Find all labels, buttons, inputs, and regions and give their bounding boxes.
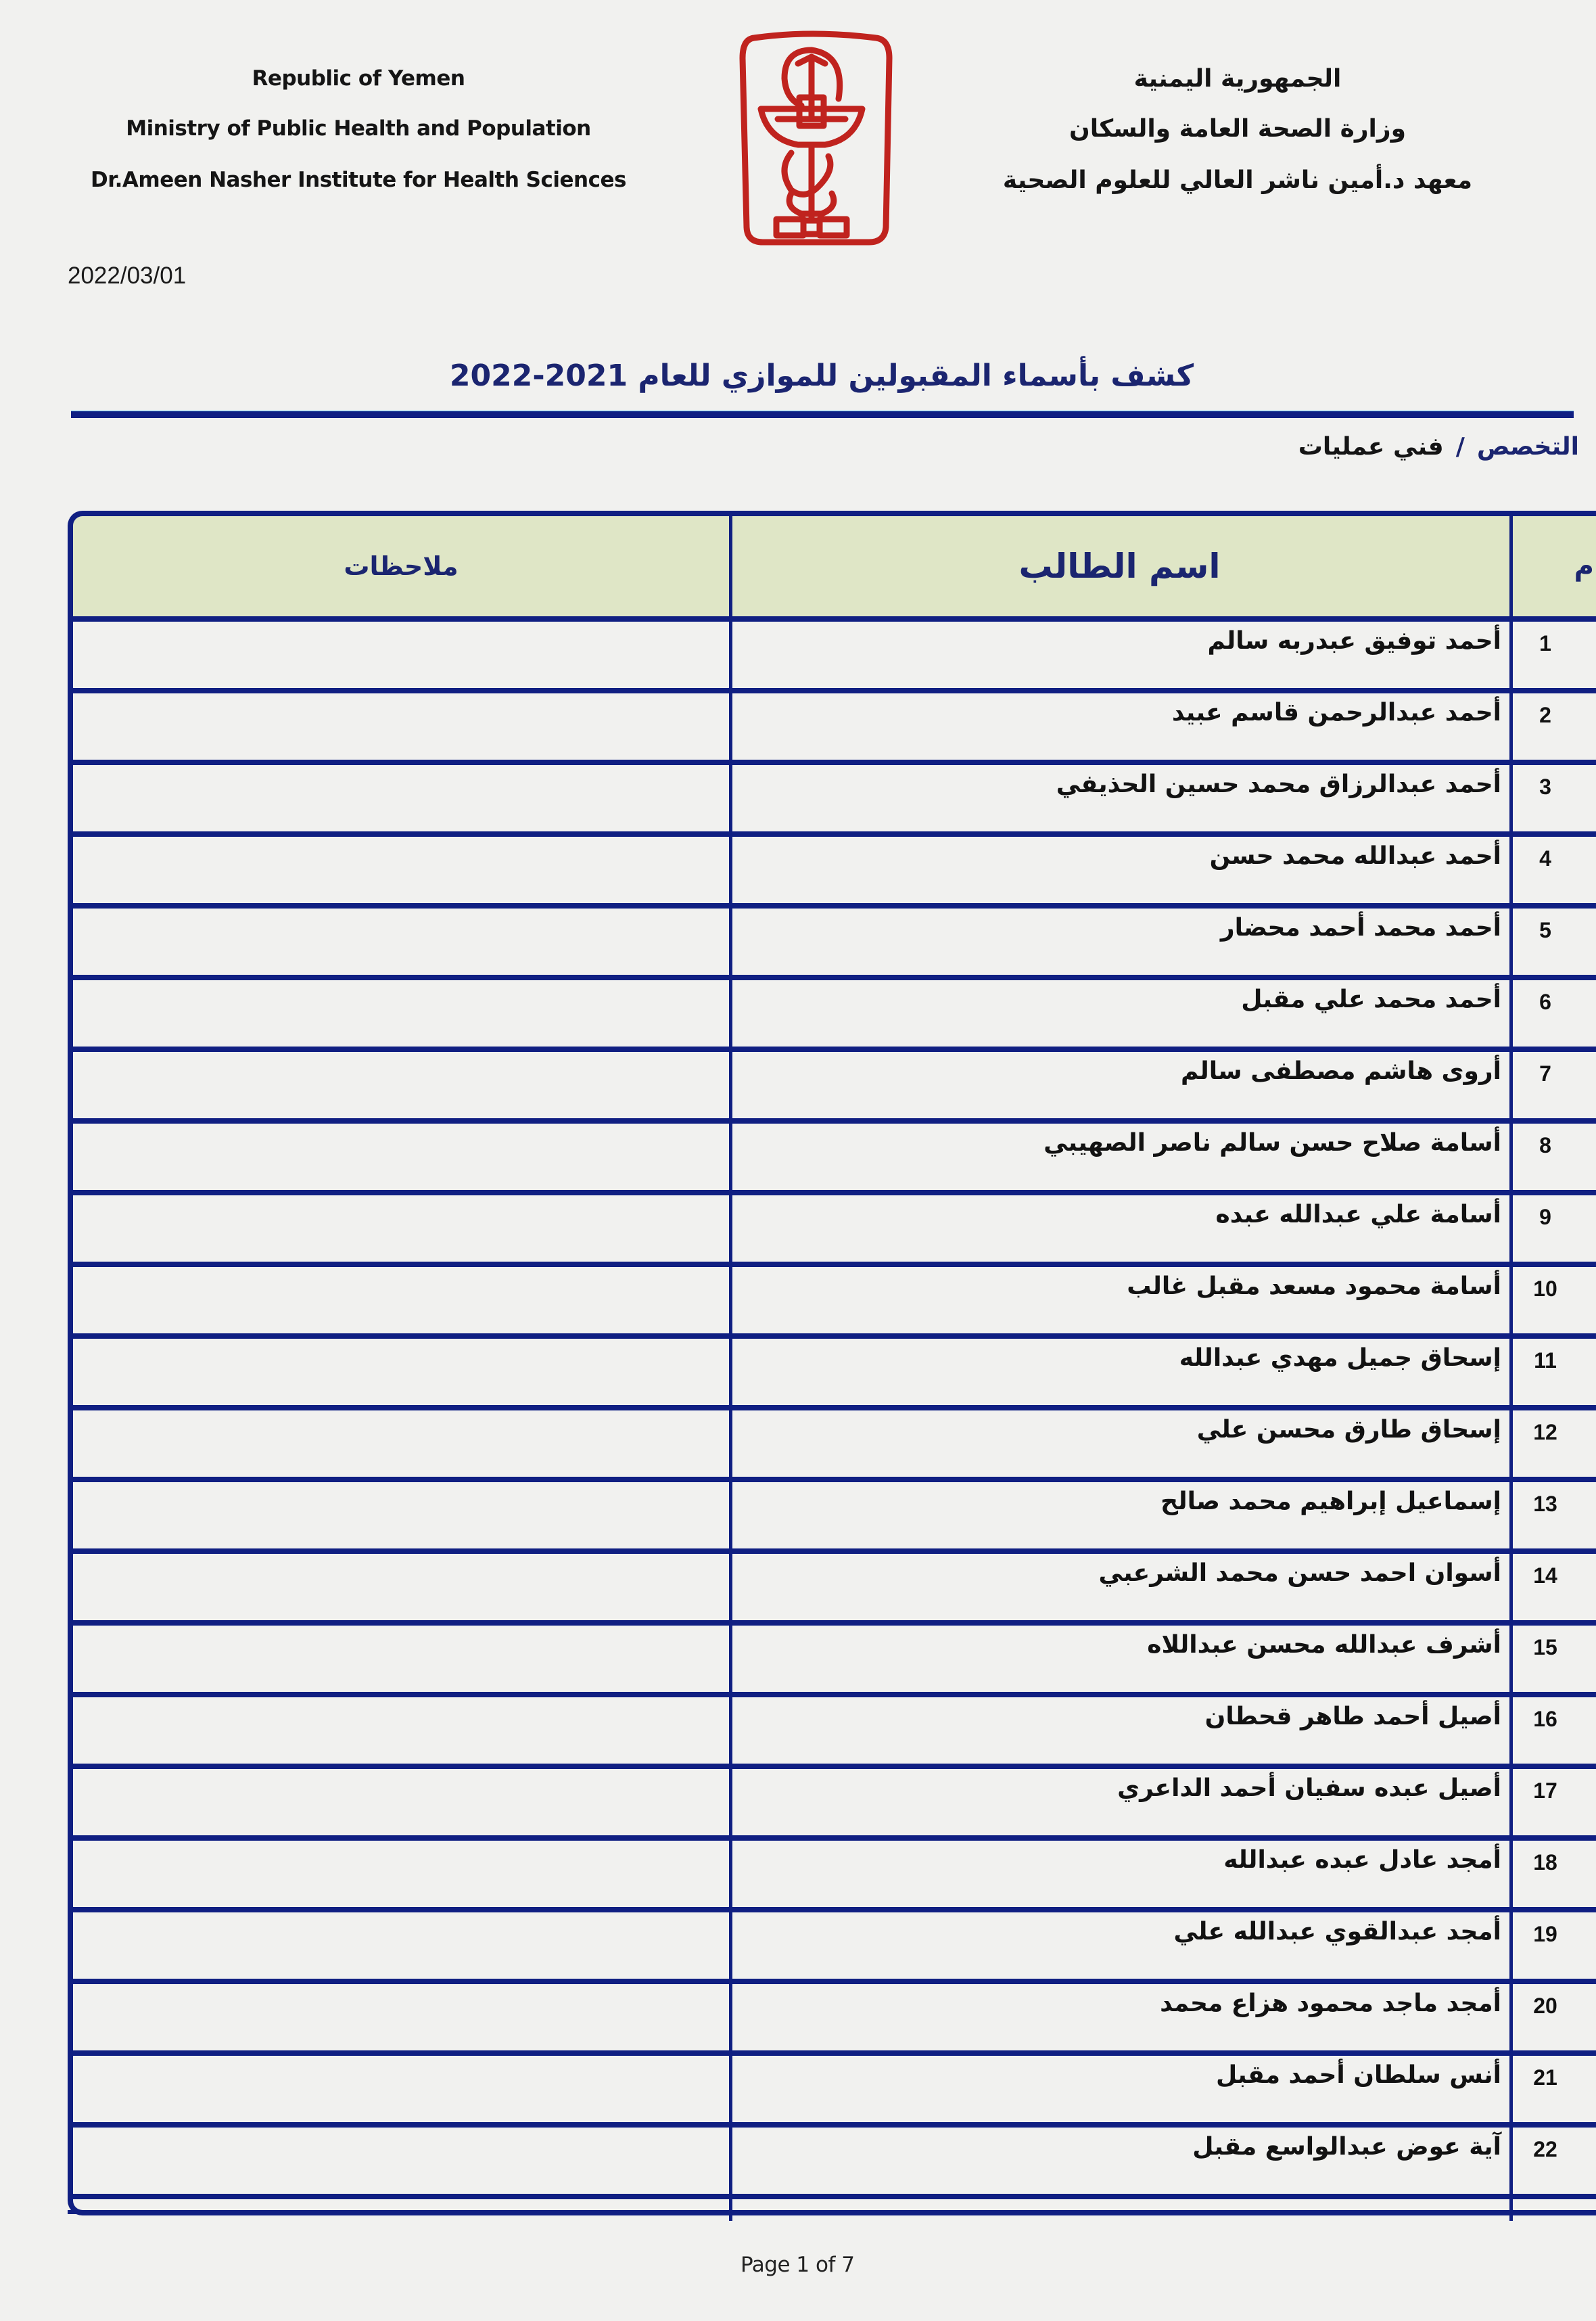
letterhead-english-country: Republic of Yemen	[252, 66, 465, 91]
row-number: 14	[1533, 1563, 1557, 1588]
column-header-number: م	[1574, 551, 1594, 582]
student-name: أصيل عبده سفيان أحمد الداعري	[1117, 1774, 1501, 1802]
notes-cell	[74, 1488, 724, 1548]
table-row	[68, 1841, 1596, 1912]
row-number: 6	[1539, 990, 1551, 1014]
column-header-name: اسم الطالب	[1018, 547, 1221, 586]
title-divider	[71, 411, 1574, 418]
row-divider	[68, 831, 1596, 837]
student-name: أصيل أحمد طاهر قحطان	[1204, 1703, 1501, 1730]
student-name: أحمد توفيق عبدربه سالم	[1207, 627, 1501, 655]
notes-cell	[74, 1057, 724, 1118]
row-divider	[68, 688, 1596, 693]
table-row	[68, 909, 1596, 980]
row-number: 5	[1539, 918, 1551, 942]
row-divider	[68, 1835, 1596, 1841]
table-bottom-rule	[68, 2210, 1596, 2214]
row-number: 17	[1533, 1778, 1557, 1803]
institute-emblem-icon	[683, 24, 940, 254]
table-row	[68, 1124, 1596, 1195]
row-number: 2	[1539, 703, 1551, 727]
student-name: أمجد عادل عبده عبدالله	[1223, 1846, 1501, 1874]
page-indicator: Page 1 of 7	[741, 2253, 855, 2277]
notes-cell	[74, 1201, 724, 1262]
row-divider	[68, 1190, 1596, 1195]
specialization-label: التخصص	[1476, 433, 1579, 461]
row-divider	[68, 760, 1596, 765]
student-name: أسامة صلاح حسن سالم ناصر الصهيبي	[1043, 1129, 1501, 1157]
row-divider	[68, 2050, 1596, 2056]
row-divider	[68, 1262, 1596, 1267]
notes-cell	[74, 914, 724, 975]
specialization-line	[1298, 433, 1579, 461]
row-number: 12	[1533, 1420, 1557, 1444]
row-divider	[68, 1692, 1596, 1697]
column-header-notes: ملاحظات	[344, 551, 459, 581]
letterhead-arabic-ministry: وزارة الصحة العامة والسكان	[1069, 115, 1406, 143]
notes-cell	[74, 1703, 724, 1764]
notes-cell	[74, 1631, 724, 1692]
row-divider	[68, 975, 1596, 980]
student-name: أحمد عبدالرزاق محمد حسين الحذيفي	[1056, 771, 1501, 798]
table-row	[68, 837, 1596, 909]
table-row	[68, 980, 1596, 1052]
specialization-separator: /	[1455, 433, 1465, 461]
student-name: أحمد محمد أحمد محضار	[1220, 914, 1501, 942]
student-name: إسحاق طارق محسن علي	[1196, 1416, 1501, 1444]
row-divider	[68, 1333, 1596, 1339]
table-row	[68, 1195, 1596, 1267]
table-row	[68, 2128, 1596, 2199]
specialization-value: فني عمليات	[1298, 433, 1444, 461]
notes-cell	[74, 771, 724, 831]
row-divider	[68, 1764, 1596, 1769]
student-name: آية عوض عبدالواسع مقبل	[1192, 2133, 1501, 2161]
row-divider	[68, 1548, 1596, 1554]
row-number: 10	[1533, 1277, 1557, 1301]
student-name: أمجد ماجد محمود هزاع محمد	[1160, 1990, 1501, 2017]
student-name: إسماعيل إبراهيم محمد صالح	[1160, 1488, 1501, 1515]
page-title: كشف بأسماء المقبولين للموازي للعام 2021-2022	[449, 359, 1194, 393]
student-name: إسحاق جميل مهدي عبدالله	[1179, 1344, 1501, 1372]
letterhead-arabic-institute: معهد د.أمين ناشر العالي للعلوم الصحية	[1002, 166, 1473, 194]
row-number: 13	[1533, 1492, 1557, 1516]
table-row	[68, 693, 1596, 765]
notes-cell	[74, 2133, 724, 2194]
table-row	[68, 1697, 1596, 1769]
notes-cell	[74, 1416, 724, 1477]
table-row	[68, 1984, 1596, 2056]
table-row	[68, 765, 1596, 837]
table-row	[68, 1267, 1596, 1339]
row-divider	[68, 1907, 1596, 1912]
row-number: 21	[1533, 2065, 1557, 2090]
table-row	[68, 1554, 1596, 1626]
row-divider	[68, 1118, 1596, 1124]
row-number: 15	[1533, 1635, 1557, 1659]
row-divider	[68, 1047, 1596, 1052]
student-name: أسامة محمود مسعد مقبل غالب	[1127, 1272, 1501, 1300]
notes-cell	[74, 2061, 724, 2122]
student-name: أحمد عبدالله محمد حسن	[1209, 842, 1501, 870]
notes-cell	[74, 1272, 724, 1333]
table-row	[68, 1052, 1596, 1124]
table-row	[68, 1769, 1596, 1841]
row-number: 16	[1533, 1707, 1557, 1731]
table-row	[68, 1339, 1596, 1410]
row-number: 20	[1533, 1994, 1557, 2018]
table-row	[68, 1482, 1596, 1554]
row-divider	[68, 1620, 1596, 1626]
table-row	[68, 622, 1596, 693]
table-row	[68, 1626, 1596, 1697]
row-divider	[68, 2194, 1596, 2199]
row-number: 18	[1533, 1850, 1557, 1875]
row-number: 1	[1539, 631, 1551, 656]
student-name: أمجد عبدالقوي عبدالله علي	[1173, 1918, 1501, 1946]
student-name: أشرف عبدالله محسن عبداللاه	[1147, 1631, 1501, 1659]
row-number: 4	[1539, 846, 1551, 871]
notes-cell	[74, 986, 724, 1047]
row-divider	[68, 1979, 1596, 1984]
notes-cell	[74, 1129, 724, 1190]
student-name: أحمد محمد علي مقبل	[1241, 986, 1501, 1013]
table-row	[68, 2056, 1596, 2128]
letterhead-english-institute: Dr.Ameen Nasher Institute for Health Sciences	[91, 168, 626, 192]
student-name: أنس سلطان أحمد مقبل	[1216, 2061, 1501, 2089]
row-number: 9	[1539, 1205, 1551, 1229]
student-name: أسامة علي عبدالله عبده	[1215, 1201, 1501, 1228]
notes-cell	[74, 1774, 724, 1835]
student-name: أحمد عبدالرحمن قاسم عبيد	[1171, 699, 1501, 727]
notes-cell	[74, 699, 724, 760]
notes-cell	[74, 842, 724, 903]
student-name: أسوان احمد حسن محمد الشرعبي	[1098, 1559, 1501, 1587]
notes-cell	[74, 1559, 724, 1620]
letterhead-english-ministry: Ministry of Public Health and Population	[126, 116, 591, 141]
row-number: 8	[1539, 1133, 1551, 1157]
header-bottom-rule	[68, 616, 1596, 622]
row-divider	[68, 2122, 1596, 2128]
row-number: 7	[1539, 1061, 1551, 1086]
notes-cell	[74, 1990, 724, 2050]
students-table	[68, 511, 1596, 2215]
row-number: 19	[1533, 1922, 1557, 1946]
letterhead-arabic-country: الجمهورية اليمنية	[1133, 65, 1342, 93]
notes-cell	[74, 1344, 724, 1405]
row-divider	[68, 903, 1596, 909]
student-name: أروى هاشم مصطفى سالم	[1181, 1057, 1501, 1085]
table-row	[68, 1912, 1596, 1984]
row-number: 11	[1534, 1348, 1557, 1373]
row-divider	[68, 1477, 1596, 1482]
notes-cell	[74, 1846, 724, 1907]
row-number: 22	[1533, 2137, 1557, 2161]
row-divider	[68, 1405, 1596, 1410]
notes-cell	[74, 1918, 724, 1979]
notes-cell	[74, 627, 724, 688]
document-date: 2022/03/01	[68, 262, 187, 289]
table-row	[68, 1410, 1596, 1482]
row-number: 3	[1539, 775, 1551, 799]
